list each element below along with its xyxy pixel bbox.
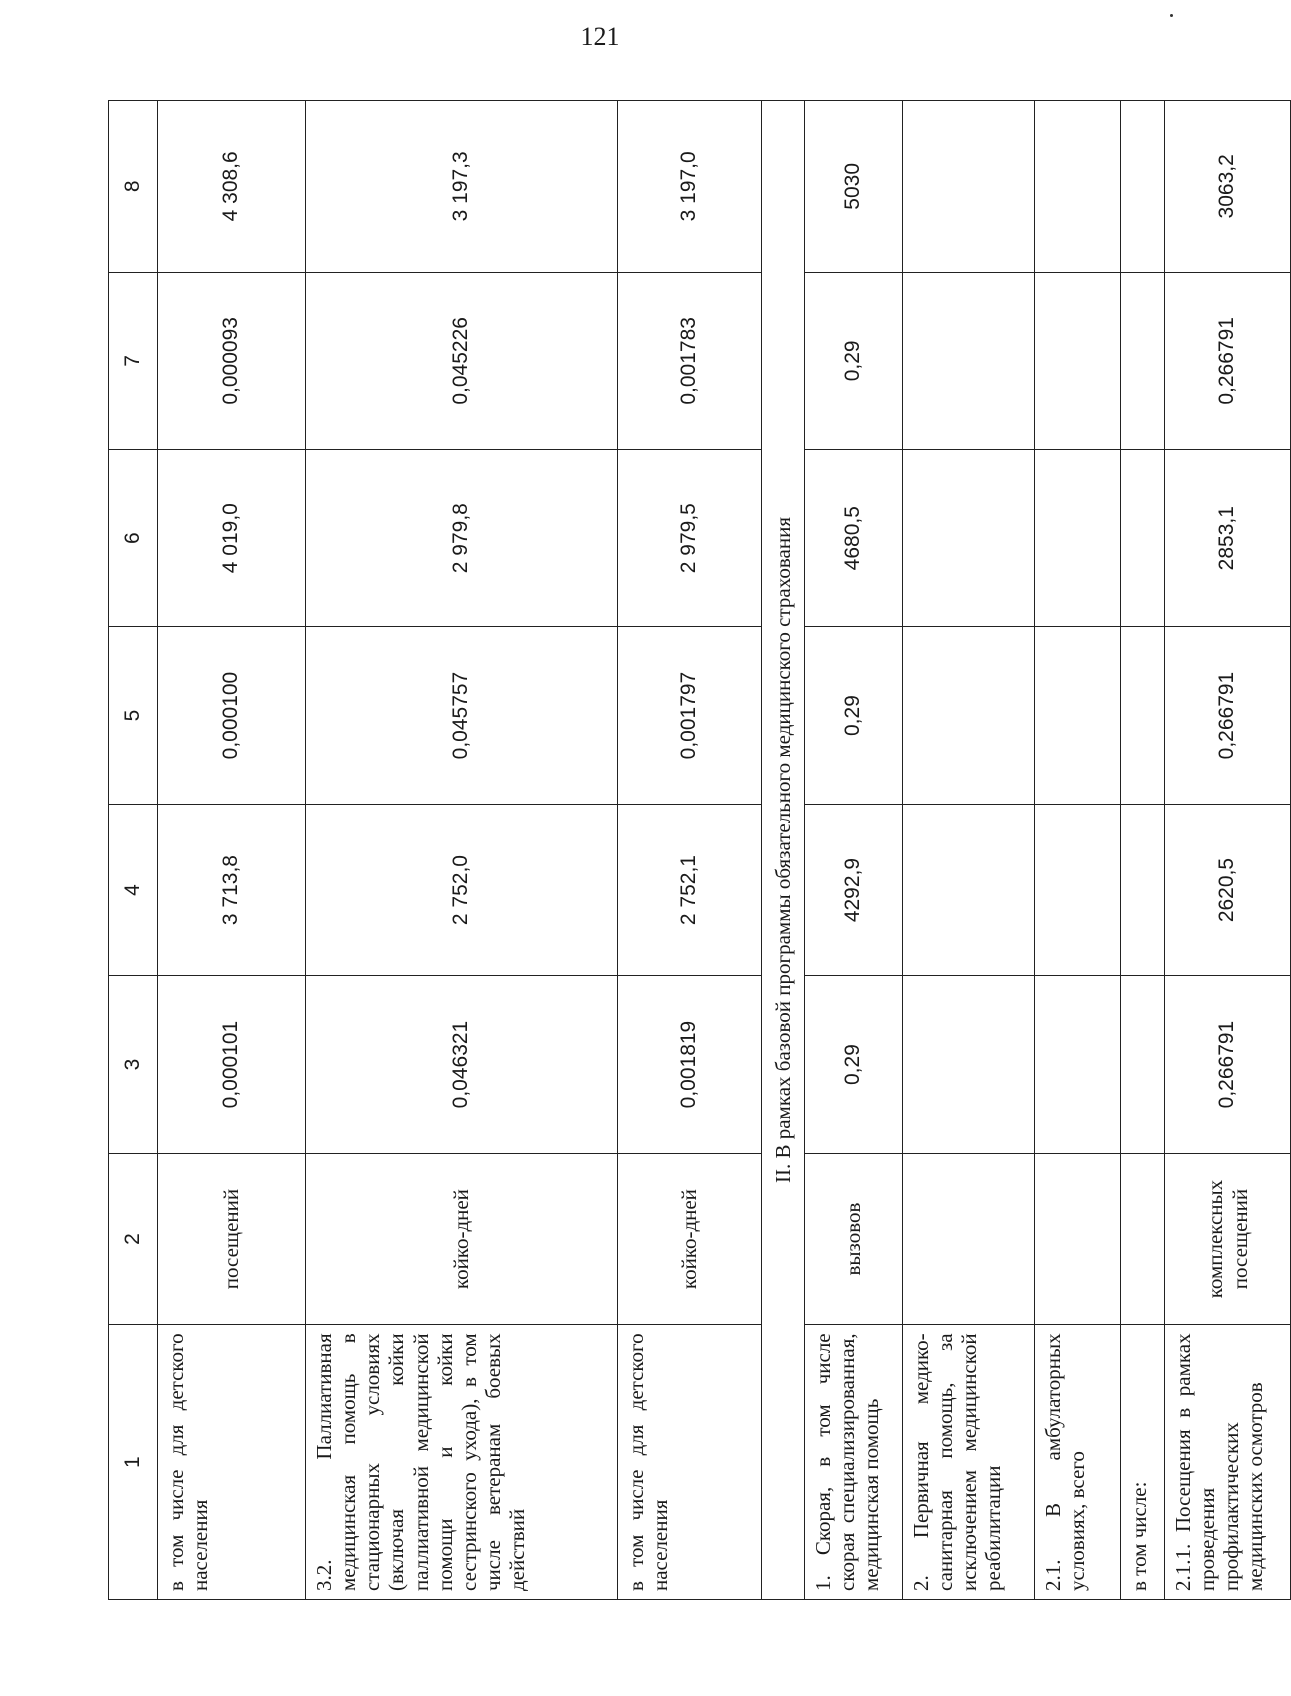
rotated-table-container [108, 100, 1268, 1600]
column-number-4: 4 [109, 804, 158, 976]
cell-col-7 [903, 272, 1035, 449]
column-number-6: 6 [109, 450, 158, 627]
cell-col-1: в том числе для детского населения [158, 1325, 306, 1600]
cell-col-5 [1035, 627, 1121, 804]
data-table [108, 100, 1291, 1600]
cell-col-8 [1035, 101, 1121, 273]
cell-col-4 [1121, 804, 1165, 976]
cell-col-4: 4292,9 [805, 804, 903, 976]
cell-col-3: 0,266791 [1165, 976, 1291, 1153]
scan-speck-mark [1170, 14, 1173, 17]
cell-col-3 [1121, 976, 1165, 1153]
cell-col-1: 1. Скорая, в том числе скорая специализированная, медицинская помощь [805, 1325, 903, 1600]
cell-col-6 [1035, 450, 1121, 627]
cell-col-4: 2620,5 [1165, 804, 1291, 976]
cell-col-1: 3.2. Паллиативная медицинская помощь в стационарных условиях (включая койки паллиативной медицинской помощи и койки сестринского ухода), в том числе ветеранам боевых действий [306, 1325, 618, 1600]
cell-col-1: 2.1. В амбулаторных условиях, всего [1035, 1325, 1121, 1600]
column-number-row [109, 101, 158, 1600]
cell-col-2: посещений [158, 1153, 306, 1325]
cell-col-3: 0,29 [805, 976, 903, 1153]
column-number-1: 1 [109, 1325, 158, 1600]
table-row [158, 101, 306, 1600]
cell-col-7: 0,045226 [306, 272, 618, 449]
table-row [903, 101, 1035, 1600]
cell-col-1: 2.1.1. Посещения в рамках проведения профилактических медицинских осмотров [1165, 1325, 1291, 1600]
cell-col-4 [1035, 804, 1121, 976]
cell-col-7: 0,000093 [158, 272, 306, 449]
cell-col-5: 0,29 [805, 627, 903, 804]
cell-col-6: 2 979,8 [306, 450, 618, 627]
cell-col-8 [903, 101, 1035, 273]
table-row [1165, 101, 1291, 1600]
cell-col-4: 2 752,0 [306, 804, 618, 976]
cell-col-7: 0,29 [805, 272, 903, 449]
cell-col-6 [903, 450, 1035, 627]
cell-col-2 [1035, 1153, 1121, 1325]
cell-col-2: койко-дней [306, 1153, 618, 1325]
cell-col-1: 2. Первичная медико-санитарная помощь, за исключением медицинской реабилитации [903, 1325, 1035, 1600]
cell-col-6 [1121, 450, 1165, 627]
cell-col-2: комплексных посещений [1165, 1153, 1291, 1325]
page-number: 121 [580, 22, 620, 51]
cell-col-5: 0,045757 [306, 627, 618, 804]
cell-col-1: в том числе: [1121, 1325, 1165, 1600]
cell-col-6: 2 979,5 [618, 450, 762, 627]
cell-col-7 [1121, 272, 1165, 449]
cell-col-5: 0,000100 [158, 627, 306, 804]
table-row [306, 101, 618, 1600]
column-number-8: 8 [109, 101, 158, 273]
table-row [805, 101, 903, 1600]
cell-col-7 [1035, 272, 1121, 449]
cell-col-5: 0,266791 [1165, 627, 1291, 804]
column-number-7: 7 [109, 272, 158, 449]
cell-col-4: 2 752,1 [618, 804, 762, 976]
table-row [618, 101, 762, 1600]
cell-col-8: 3063,2 [1165, 101, 1291, 273]
cell-col-5 [1121, 627, 1165, 804]
cell-col-4 [903, 804, 1035, 976]
cell-col-7: 0,001783 [618, 272, 762, 449]
cell-col-4: 3 713,8 [158, 804, 306, 976]
cell-col-3: 0,001819 [618, 976, 762, 1153]
cell-col-6: 4 019,0 [158, 450, 306, 627]
cell-col-8 [1121, 101, 1165, 273]
column-number-5: 5 [109, 627, 158, 804]
cell-col-2 [903, 1153, 1035, 1325]
cell-col-8: 3 197,3 [306, 101, 618, 273]
table-row [1121, 101, 1165, 1600]
table-row [1035, 101, 1121, 1600]
cell-col-8: 4 308,6 [158, 101, 306, 273]
cell-col-5: 0,001797 [618, 627, 762, 804]
cell-col-3 [903, 976, 1035, 1153]
cell-col-6: 4680,5 [805, 450, 903, 627]
cell-col-2 [1121, 1153, 1165, 1325]
cell-col-2: койко-дней [618, 1153, 762, 1325]
section-row [762, 101, 805, 1600]
cell-col-2: вызовов [805, 1153, 903, 1325]
cell-col-3: 0,000101 [158, 976, 306, 1153]
section-title: II. В рамках базовой программы обязательного медицинского страхования [762, 101, 805, 1600]
cell-col-8: 5030 [805, 101, 903, 273]
cell-col-3 [1035, 976, 1121, 1153]
cell-col-1: в том числе для детского населения [618, 1325, 762, 1600]
cell-col-3: 0,046321 [306, 976, 618, 1153]
cell-col-8: 3 197,0 [618, 101, 762, 273]
column-number-2: 2 [109, 1153, 158, 1325]
cell-col-6: 2853,1 [1165, 450, 1291, 627]
cell-col-5 [903, 627, 1035, 804]
cell-col-7: 0,266791 [1165, 272, 1291, 449]
column-number-3: 3 [109, 976, 158, 1153]
